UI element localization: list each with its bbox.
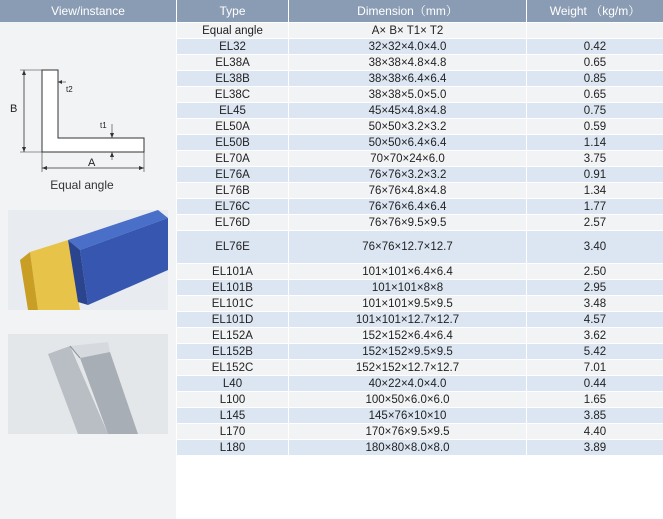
- cell-type: EL76C: [177, 199, 288, 214]
- table-row: [177, 87, 663, 103]
- cell-dimension: 76×76×12.7×12.7: [289, 231, 526, 263]
- cell-type: EL101B: [177, 280, 288, 295]
- cell-type: EL50A: [177, 119, 288, 134]
- cell-weight: 0.42: [527, 39, 663, 54]
- cell-weight: 0.59: [527, 119, 663, 134]
- cell-dimension: 32×32×4.0×4.0: [289, 39, 526, 54]
- table-row: [177, 199, 663, 215]
- cell-weight: 3.75: [527, 151, 663, 166]
- cell-weight: [527, 23, 663, 38]
- table-row: [177, 231, 663, 264]
- cell-dimension: 101×101×6.4×6.4: [289, 264, 526, 279]
- cell-type: EL152C: [177, 360, 288, 375]
- table-row: [177, 328, 663, 344]
- cell-dimension: 40×22×4.0×4.0: [289, 376, 526, 391]
- cell-type: EL38C: [177, 87, 288, 102]
- cell-weight: 0.91: [527, 167, 663, 182]
- table-header: [177, 0, 663, 22]
- cell-weight: 2.57: [527, 215, 663, 230]
- table-row: [177, 167, 663, 183]
- cell-type: Equal angle: [177, 23, 288, 38]
- cell-dimension: 152×152×6.4×6.4: [289, 328, 526, 343]
- cell-weight: 3.48: [527, 296, 663, 311]
- cell-weight: 1.77: [527, 199, 663, 214]
- cell-weight: 7.01: [527, 360, 663, 375]
- table-row: [177, 440, 663, 456]
- cell-dimension: 101×101×8×8: [289, 280, 526, 295]
- label-t1: t1: [100, 121, 107, 130]
- cell-dimension: 180×80×8.0×8.0: [289, 440, 526, 455]
- cell-type: EL50B: [177, 135, 288, 150]
- cell-weight: 4.57: [527, 312, 663, 327]
- cell-dimension: 50×50×6.4×6.4: [289, 135, 526, 150]
- cell-type: EL38B: [177, 71, 288, 86]
- cell-weight: 0.65: [527, 87, 663, 102]
- cell-dimension: 152×152×9.5×9.5: [289, 344, 526, 359]
- cell-type: L180: [177, 440, 288, 455]
- cell-dimension: 76×76×3.2×3.2: [289, 167, 526, 182]
- cell-weight: 4.40: [527, 424, 663, 439]
- cell-dimension: 70×70×24×6.0: [289, 151, 526, 166]
- cell-weight: 2.95: [527, 280, 663, 295]
- cell-weight: 2.50: [527, 264, 663, 279]
- cell-type: L40: [177, 376, 288, 391]
- cell-type: EL70A: [177, 151, 288, 166]
- cell-dimension: 145×76×10×10: [289, 408, 526, 423]
- cell-type: EL76E: [177, 231, 288, 263]
- table-row: [177, 55, 663, 71]
- header-weight: Weight （kg/m）: [527, 0, 663, 22]
- header-type: Type: [177, 0, 288, 22]
- table-row: [177, 360, 663, 376]
- table-row: [177, 135, 663, 151]
- cell-type: L170: [177, 424, 288, 439]
- view-instance-column: [0, 0, 176, 519]
- cell-type: EL45: [177, 103, 288, 118]
- table-row: [177, 151, 663, 167]
- cell-type: L145: [177, 408, 288, 423]
- table-row: [177, 344, 663, 360]
- cell-dimension: 38×38×4.8×4.8: [289, 55, 526, 70]
- cell-weight: 0.65: [527, 55, 663, 70]
- cell-dimension: 152×152×12.7×12.7: [289, 360, 526, 375]
- cell-type: L100: [177, 392, 288, 407]
- cell-dimension: 76×76×9.5×9.5: [289, 215, 526, 230]
- cell-type: EL101C: [177, 296, 288, 311]
- cell-weight: 1.34: [527, 183, 663, 198]
- cell-type: EL76D: [177, 215, 288, 230]
- cell-type: EL76B: [177, 183, 288, 198]
- cell-dimension: 100×50×6.0×6.0: [289, 392, 526, 407]
- table-row: [177, 264, 663, 280]
- cell-dimension: 101×101×12.7×12.7: [289, 312, 526, 327]
- angle-profile: [42, 70, 144, 152]
- cell-weight: 0.44: [527, 376, 663, 391]
- table-row: [177, 215, 663, 231]
- table-row: [177, 183, 663, 199]
- table-row: [177, 280, 663, 296]
- table-row: [177, 39, 663, 55]
- header-view-instance: View/instance: [0, 0, 176, 22]
- cell-type: EL76A: [177, 167, 288, 182]
- aluminium-angle-photo: [8, 334, 168, 434]
- table-row: [177, 119, 663, 135]
- table-row: [177, 71, 663, 87]
- label-b: B: [10, 103, 18, 115]
- cell-type: EL101A: [177, 264, 288, 279]
- table-body: [177, 23, 663, 456]
- cell-dimension: 38×38×5.0×5.0: [289, 87, 526, 102]
- table-subheader-row: [177, 23, 663, 39]
- cell-weight: 3.85: [527, 408, 663, 423]
- table-row: [177, 376, 663, 392]
- cell-dimension: 101×101×9.5×9.5: [289, 296, 526, 311]
- cell-weight: 5.42: [527, 344, 663, 359]
- table-row: [177, 103, 663, 119]
- cell-weight: 3.62: [527, 328, 663, 343]
- cell-type: EL101D: [177, 312, 288, 327]
- cell-dimension: 50×50×3.2×3.2: [289, 119, 526, 134]
- cell-weight: 3.40: [527, 231, 663, 263]
- cell-dimension: 45×45×4.8×4.8: [289, 103, 526, 118]
- cell-dimension: 170×76×9.5×9.5: [289, 424, 526, 439]
- cell-type: EL152B: [177, 344, 288, 359]
- table-row: [177, 392, 663, 408]
- cell-dimension: A× B× T1× T2: [289, 23, 526, 38]
- cell-weight: 1.65: [527, 392, 663, 407]
- cell-weight: 1.14: [527, 135, 663, 150]
- cell-dimension: 38×38×6.4×6.4: [289, 71, 526, 86]
- label-t2: t2: [66, 85, 73, 94]
- cell-type: EL152A: [177, 328, 288, 343]
- cell-type: EL32: [177, 39, 288, 54]
- header-dimension: Dimension（mm）: [289, 0, 526, 22]
- table-row: [177, 424, 663, 440]
- colored-angle-photo: [8, 210, 168, 310]
- diagram-caption: Equal angle: [50, 178, 114, 192]
- table-row: [177, 312, 663, 328]
- table-row: [177, 408, 663, 424]
- cell-dimension: 76×76×6.4×6.4: [289, 199, 526, 214]
- label-a: A: [88, 157, 96, 169]
- cell-weight: 0.75: [527, 103, 663, 118]
- cell-dimension: 76×76×4.8×4.8: [289, 183, 526, 198]
- cell-weight: 3.89: [527, 440, 663, 455]
- cell-type: EL38A: [177, 55, 288, 70]
- table-row: [177, 296, 663, 312]
- cell-weight: 0.85: [527, 71, 663, 86]
